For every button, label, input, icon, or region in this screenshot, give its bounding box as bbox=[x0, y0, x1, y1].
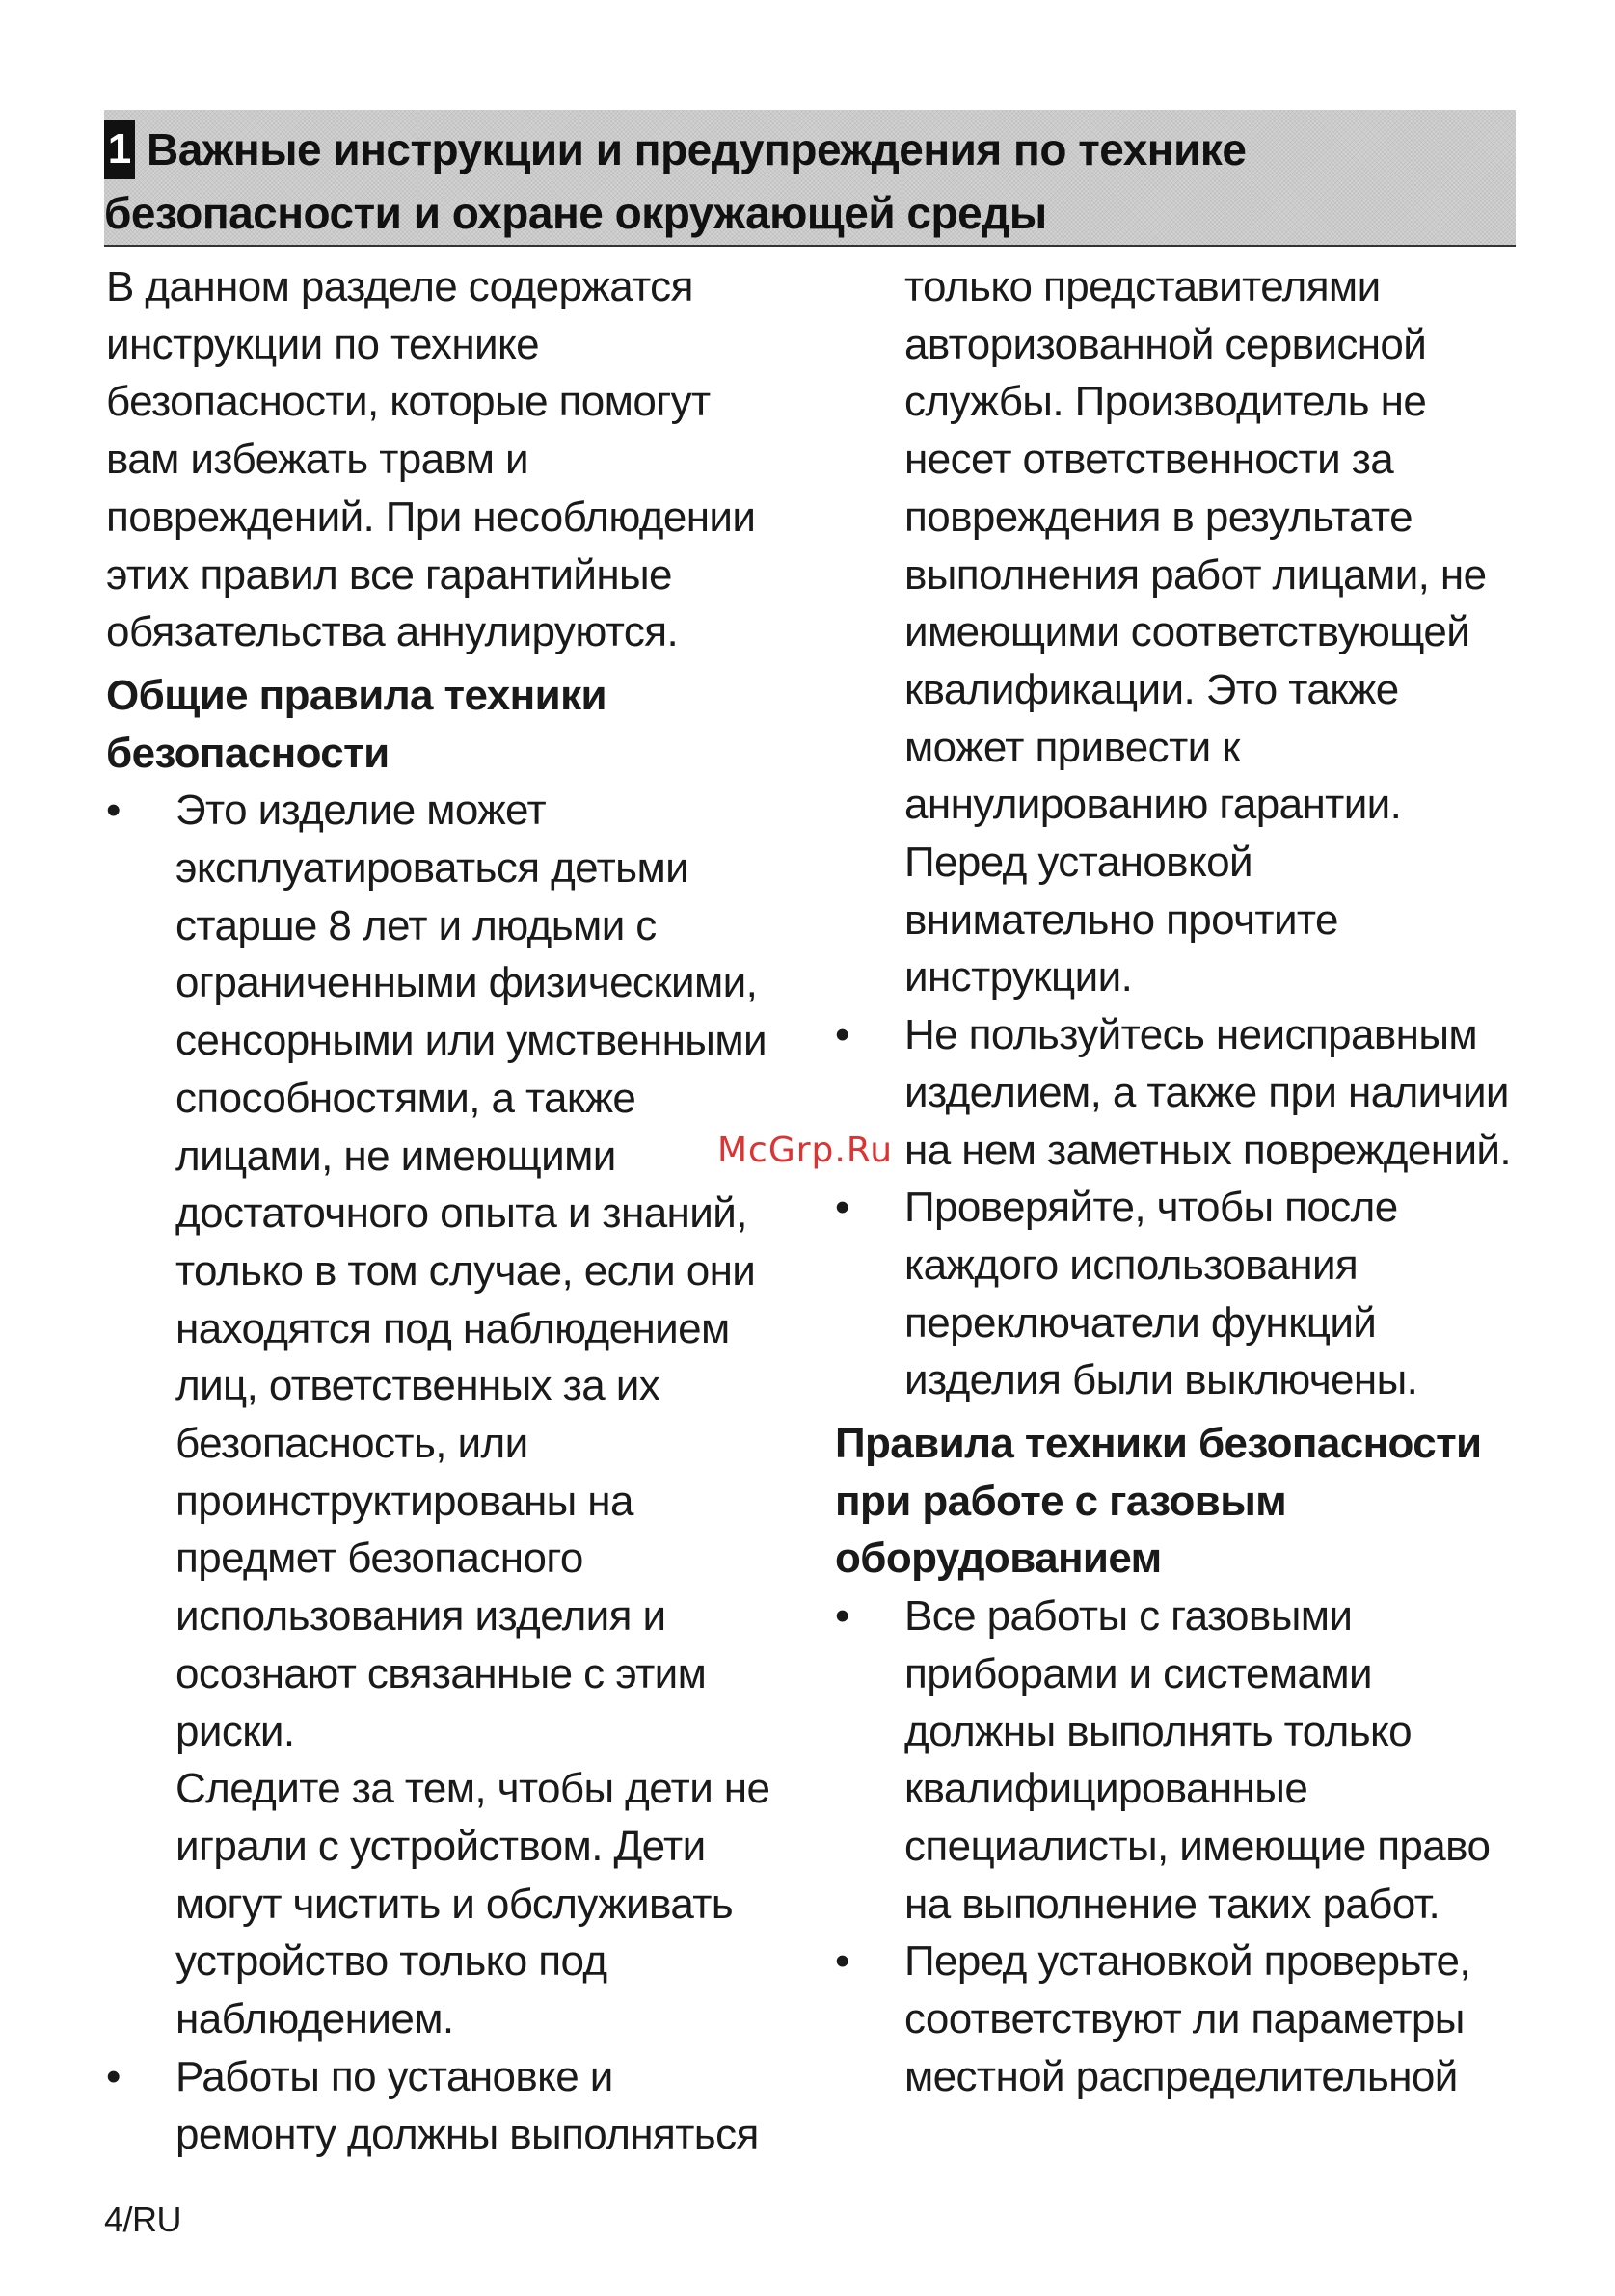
text-line: Все работы с газовыми bbox=[904, 1592, 1353, 1641]
text-line: играли с устройством. Дети bbox=[175, 1822, 706, 1870]
bullet-item-children bbox=[106, 782, 781, 2047]
text-line: безопасность, или bbox=[175, 1420, 528, 1468]
text-line: инструкции по технике bbox=[106, 320, 540, 368]
text-line: предмет безопасного bbox=[175, 1535, 583, 1583]
text-line: повреждения в результате bbox=[904, 493, 1413, 541]
text-line: старше 8 лет и людьми с bbox=[175, 901, 657, 949]
text-line: выполнения работ лицами, не bbox=[904, 550, 1487, 599]
bullet-icon: • bbox=[835, 1937, 850, 1986]
text-line: устройство только под bbox=[175, 1937, 607, 1986]
heading-line: безопасности bbox=[106, 729, 390, 777]
text-line: риски. bbox=[175, 1707, 295, 1755]
bullet-icon: • bbox=[835, 1592, 850, 1641]
text-line: проинструктированы на bbox=[175, 1477, 633, 1525]
text-line: инструкции. bbox=[904, 953, 1133, 1001]
text-line: Работы по установке и bbox=[175, 2052, 613, 2100]
heading-line: Общие правила техники bbox=[106, 671, 606, 719]
text-line: вам избежать травм и bbox=[106, 436, 529, 484]
text-line: безопасности, которые помогут bbox=[106, 378, 711, 426]
text-line: только в том случае, если они bbox=[175, 1246, 756, 1295]
bullet-continuation bbox=[835, 258, 1529, 1006]
text-line: ограниченными физическими, bbox=[175, 959, 758, 1007]
text-line: внимательно прочтите bbox=[904, 895, 1338, 944]
text-line: Перед установкой проверьте, bbox=[904, 1937, 1470, 1986]
text-line: может привести к bbox=[904, 723, 1240, 771]
text-line: службы. Производитель не bbox=[904, 378, 1427, 426]
right-column bbox=[835, 258, 1529, 2106]
text-line: способностями, а также bbox=[175, 1074, 636, 1122]
text-line: изделием, а также при наличии bbox=[904, 1068, 1509, 1116]
text-line: Следите за тем, чтобы дети не bbox=[175, 1765, 770, 1813]
bullet-icon: • bbox=[835, 1184, 850, 1232]
text-line: достаточного опыта и знаний, bbox=[175, 1189, 747, 1238]
text-line: местной распределительной bbox=[904, 2052, 1458, 2100]
section-header bbox=[104, 110, 1516, 247]
bullet-item-switches bbox=[835, 1179, 1529, 1409]
text-line: Перед установкой bbox=[904, 839, 1252, 887]
heading-line: оборудованием bbox=[835, 1535, 1162, 1583]
text-line: Это изделие может bbox=[175, 787, 547, 835]
bullet-item-installation bbox=[106, 2048, 781, 2163]
text-line: этих правил все гарантийные bbox=[106, 550, 672, 599]
text-line: лиц, ответственных за их bbox=[175, 1362, 660, 1410]
text-line: находятся под наблюдением bbox=[175, 1304, 730, 1352]
text-line: осознают связанные с этим bbox=[175, 1649, 707, 1697]
text-line: Не пользуйтесь неисправным bbox=[904, 1011, 1477, 1059]
text-line: квалифицированные bbox=[904, 1765, 1308, 1813]
text-line: приборами и системами bbox=[904, 1649, 1372, 1697]
general-safety-heading bbox=[106, 667, 781, 782]
text-line: только представителями bbox=[904, 263, 1381, 310]
text-line: повреждений. При несоблюдении bbox=[106, 493, 756, 541]
text-line: на выполнение таких работ. bbox=[904, 1880, 1440, 1928]
watermark: McGrp.Ru bbox=[717, 1131, 894, 1170]
heading-line: при работе с газовым bbox=[835, 1477, 1287, 1525]
text-line: квалификации. Это также bbox=[904, 665, 1399, 713]
text-line: эксплуатироваться детьми bbox=[175, 844, 689, 893]
text-line: соответствуют ли параметры bbox=[904, 1995, 1465, 2043]
heading-line: Правила техники безопасности bbox=[835, 1420, 1482, 1468]
intro-paragraph bbox=[106, 258, 781, 661]
text-line: несет ответственности за bbox=[904, 436, 1394, 484]
bullet-item-gas-work bbox=[835, 1588, 1529, 1933]
text-line: имеющими соответствующей bbox=[904, 608, 1470, 656]
text-line: изделия были выключены. bbox=[904, 1356, 1418, 1404]
text-line: могут чистить и обслуживать bbox=[175, 1880, 734, 1928]
text-line: наблюдением. bbox=[175, 1995, 454, 2043]
section-number: 1 bbox=[104, 120, 135, 179]
text-line: аннулированию гарантии. bbox=[904, 781, 1402, 829]
bullet-icon: • bbox=[106, 787, 121, 835]
page-number: 4/RU bbox=[104, 2200, 182, 2239]
section-title-line1: Важные инструкции и предупреждения по технике bbox=[147, 124, 1247, 174]
text-line: переключатели функций bbox=[904, 1298, 1377, 1347]
bullet-item-damaged bbox=[835, 1006, 1529, 1179]
gas-safety-heading bbox=[835, 1415, 1529, 1588]
left-column bbox=[106, 258, 781, 2163]
text-line: каждого использования bbox=[904, 1241, 1359, 1289]
text-line: ремонту должны выполняться bbox=[175, 2110, 759, 2158]
text-line: Проверяйте, чтобы после bbox=[904, 1184, 1398, 1232]
text-line: специалисты, имеющие право bbox=[904, 1822, 1491, 1870]
text-line: обязательства аннулируются. bbox=[106, 608, 679, 656]
text-line: на нем заметных повреждений. bbox=[904, 1126, 1512, 1174]
text-line: В данном разделе содержатся bbox=[106, 263, 693, 310]
section-title-line2: безопасности и охране окружающей среды bbox=[104, 188, 1047, 238]
bullet-item-gas-params bbox=[835, 1933, 1529, 2105]
text-line: авторизованной сервисной bbox=[904, 320, 1427, 368]
text-line: использования изделия и bbox=[175, 1592, 666, 1641]
text-line: лицами, не имеющими bbox=[175, 1132, 616, 1180]
text-line: должны выполнять только bbox=[904, 1707, 1413, 1755]
bullet-icon: • bbox=[835, 1011, 850, 1059]
bullet-icon: • bbox=[106, 2052, 121, 2100]
text-line: сенсорными или умственными bbox=[175, 1017, 767, 1065]
